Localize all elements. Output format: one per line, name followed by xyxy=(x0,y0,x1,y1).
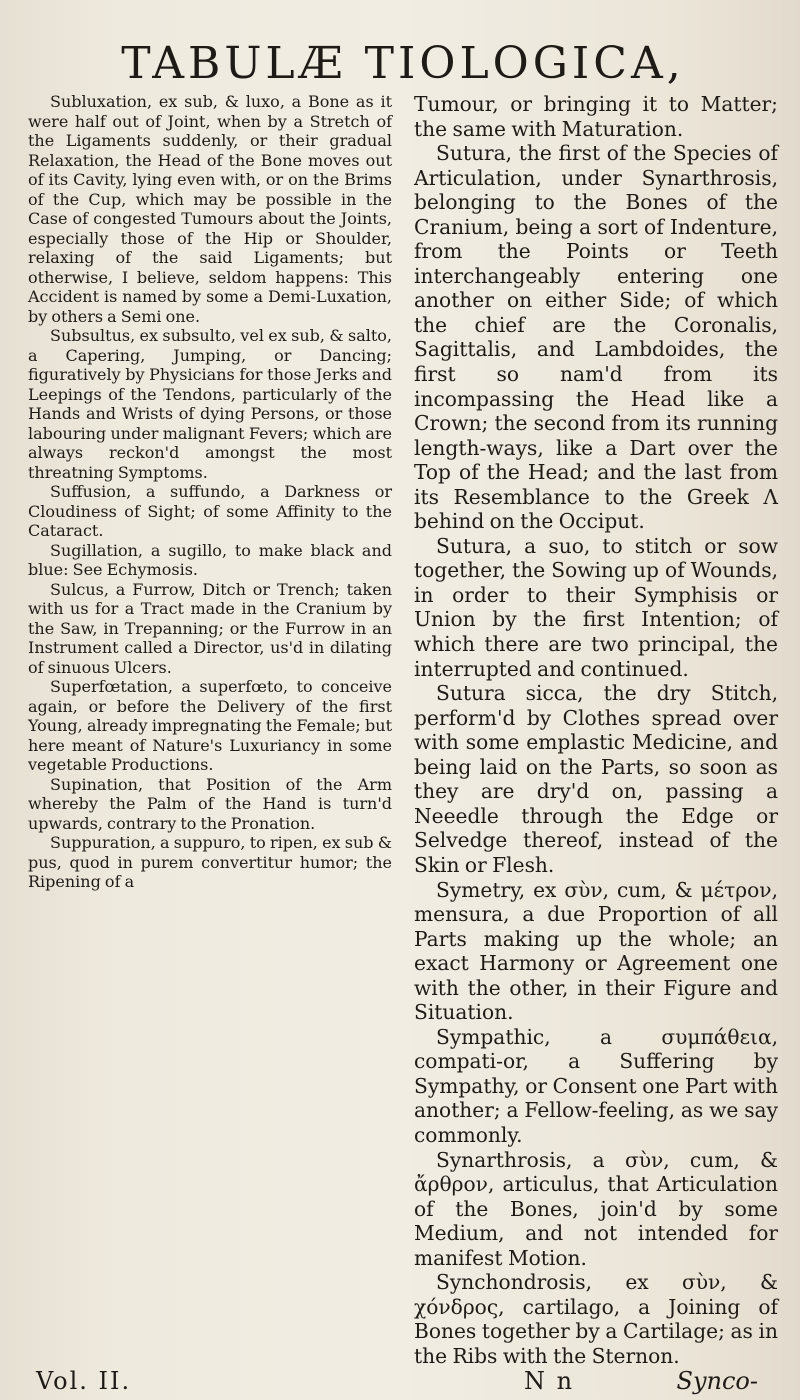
entry-symetry: Symetry, ex σὺν, cum, & μέτρον, mensura, a due Proportion of all Parts making up the whole; an exact Harmony or Agreement one with the other, in their Figure and Situation. xyxy=(414,877,778,1025)
entry-sutura-stitch: Sutura, a suo, to stitch or sow together, the Sowing up of Wounds, in order to their Symphisis or Union by the first Intention; of which there are two principal, the interrupted and continued. xyxy=(414,533,778,681)
entry-sutura-sicca: Sutura sicca, the dry Stitch, perform'd by Clothes spread over with some emplastic Medicine, and being laid on the Parts, so soon as they are dry'd on, passing a Neeedle through the Edge or Selvedge thereof, instead of the Skin or Flesh. xyxy=(414,681,778,877)
left-column xyxy=(28,92,392,1368)
page-footer xyxy=(28,1368,778,1394)
entry-synarthrosis: Synarthrosis, a σὺν, cum, & ἄρθρον, articulus, that Articulation of the Bones, join'd by some Medium, and not intended for manifest Motion. xyxy=(414,1147,778,1270)
entry-supination: Supination, that Position of the Arm whereby the Palm of the Hand is turn'd upwards, contrary to the Pronation. xyxy=(28,774,392,833)
two-column-body xyxy=(28,92,778,1368)
entry-sutura: Sutura, the first of the Species of Articulation, under Synarthrosis, belonging to the Bones of the Cranium, being a sort of Indenture, from the Points or Teeth interchangeably entering one another on either Side; of which the chief are the Coronalis, Sagittalis, and Lambdoides, the first so nam'd from its incompassing the Head like a Crown; the second from its running length-ways, like a Dart over the Top of the Head; and the last from its Resemblance to the Greek Λ behind on the Occiput. xyxy=(414,141,778,534)
entry-synchondrosis: Synchondrosis, ex σὺν, & χόνδρος, cartilago, a Joining of Bones together by a Cartilage; as in the Ribs with the Sternon. xyxy=(414,1270,778,1368)
entry-suppuration-continued: Tumour, or bringing it to Matter; the same with Maturation. xyxy=(414,92,778,141)
running-head: TABULÆ TIOLOGICA, xyxy=(121,40,685,88)
entry-sugillation: Sugillation, a sugillo, to make black and blue: See Echymosis. xyxy=(28,540,392,579)
signature-mark: N n xyxy=(524,1367,575,1396)
entry-superfoetation: Superfœtation, a superfœto, to conceive again, or before the Delivery of the first Young, already impregnating the Female; but here meant of Nature's Luxuriancy in some vegetable Productions. xyxy=(28,677,392,774)
entry-sulcus: Sulcus, a Furrow, Ditch or Trench; taken with us for a Tract made in the Cranium by the Saw, in Trepanning; or the Furrow in an Instrument called a Director, us'd in dilating of sinuous Ulcers. xyxy=(28,579,392,677)
entry-subsultus: Subsultus, ex subsulto, vel ex sub, & salto, a Capering, Jumping, or Dancing; figuratively by Physicians for those Jerks and Leepings of the Tendons, particularly of the Hands and Wrists of dying Persons, or those labouring under malignant Fevers; which are always reckon'd amongst the most threatning Symptoms. xyxy=(28,326,392,482)
entry-suffusion: Suffusion, a suffundo, a Darkness or Cloudiness of Sight; of some Affinity to the Cataract. xyxy=(28,482,392,540)
entry-subluxation: Subluxation, ex sub, & luxo, a Bone as it were half out of Joint, when by a Stretch of the Ligaments suddenly, or their gradual Relaxation, the Head of the Bone moves out of its Cavity, lying even with, or on the Brims of the Cup, which may be possible in the Case of congested Tumours about the Joints, especially those of the Hip or Shoulder, relaxing of the said Ligaments; but otherwise, I believe, seldom happens: This Accident is named by some a Demi-Luxation, by others a Semi one. xyxy=(28,92,392,326)
volume-label: Vol. II. xyxy=(36,1367,132,1396)
right-column xyxy=(414,92,778,1368)
footer-right xyxy=(414,1368,778,1394)
entry-suppuration: Suppuration, a suppuro, to ripen, ex sub & pus, quod in purem convertitur humor; the Ripening of a xyxy=(28,833,392,891)
catchword: Synco- xyxy=(676,1367,758,1396)
entry-sympathic: Sympathic, a συμπάθεια, compati-or, a Suffering by Sympathy, or Consent one Part with another; a Fellow-feeling, as we say commonly. xyxy=(414,1024,778,1147)
